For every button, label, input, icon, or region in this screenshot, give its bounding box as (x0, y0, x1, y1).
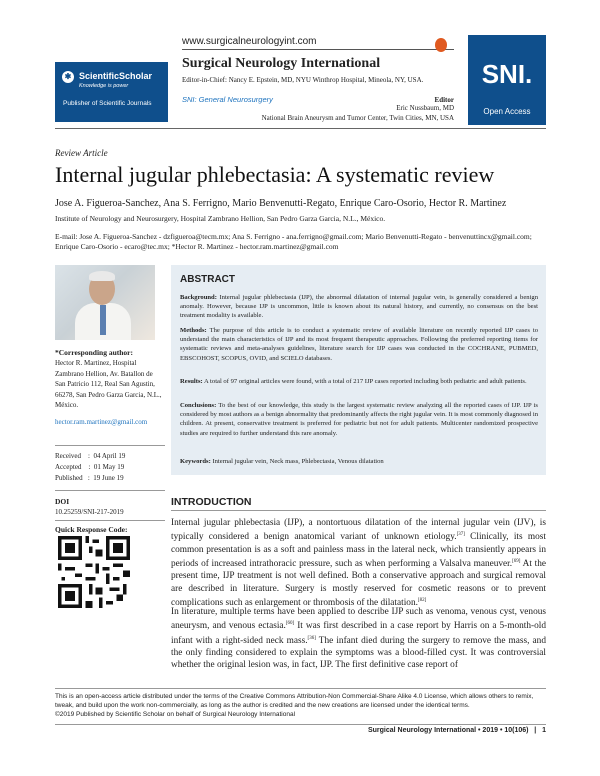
article-type: Review Article (55, 148, 108, 158)
scientificscholar-logo (55, 62, 168, 122)
sidebar-divider (55, 490, 165, 491)
abstract-results: Results: A total of 97 original articles were found, with a total of 217 IJP cases reported including both pediatric and adult patients. (180, 378, 527, 385)
logo-brand: ScientificScholar (79, 71, 153, 81)
doi-heading: DOI (55, 497, 70, 506)
qr-heading: Quick Response Code: (55, 525, 128, 534)
received-date: Received : 04 April 19 (55, 452, 126, 460)
sni-logo (468, 35, 546, 125)
journal-section: SNI: General Neurosurgery (182, 95, 273, 104)
published-date: Published : 19 June 19 (55, 474, 124, 482)
sni-logo-text: SNI. (481, 59, 533, 89)
logo-mark-icon: ✱ (62, 71, 74, 83)
abstract-keywords: Keywords: Internal jugular vein, Neck mass, Phlebectasia, Venous dilatation (180, 458, 384, 465)
editor-affiliation: National Brain Aneurysm and Tumor Center, Twin Cities, MN, USA (261, 114, 454, 122)
article-authors: Jose A. Figueroa-Sanchez, Ana S. Ferrigno, Mario Benvenutti-Regato, Enrique Caro-Osorio, Hector R. Martinez (55, 198, 507, 209)
journal-citation: Surgical Neurology International • 2019 • 10(106) | 1 (367, 727, 546, 734)
article-affiliation: Institute of Neurology and Neurosurgery, Hospital Zambrano Hellion, San Pedro Garza Garcia, N.L., México. (55, 214, 386, 223)
header-divider (182, 49, 454, 50)
article-dates (55, 451, 125, 484)
introduction-divider (171, 510, 546, 511)
open-access-label: Open Access (483, 107, 531, 116)
copyright-text: ©2019 Published by Scientific Scholar on behalf of Surgical Neurology International (55, 711, 296, 718)
footer-divider (55, 688, 546, 689)
abstract-conclusions: Conclusions: To the best of our knowledge, this study is the largest systematic review analyzing all the reported cases of IJP. IJP is considered by most authors as a benign abnormality that predominantly affects the right jugular vein. It is most commonly diagnosed in children. At present, conservative treatment is preferred for pediatric but not for adult patients. Multicenter randomized prospective studies are required to further understand this rare anomaly. (180, 402, 538, 437)
author-emails: E-mail: Jose A. Figueroa-Sanchez - dzfigueroa@tecm.mx; Ana S. Ferrigno - ana.ferrigno@gmail.com; Mario Benvenutti-Regato - benvenuttincx@gmail.com; Enrique Caro-Osorio - ecaro@tec.mx; *Hector R. Martinez - hector.ram.martinez@gmail.com (55, 232, 532, 251)
logo-tagline: Knowledge is power (79, 83, 129, 89)
footer-divider (55, 724, 546, 725)
header-bottom-divider (55, 128, 546, 129)
accepted-date: Accepted : 01 May 19 (55, 463, 125, 471)
intro-paragraph-1: Internal jugular phlebectasia (IJP), a nontortuous dilatation of the internal jugular vein (IJV), is typically considered a benign anatomical variant of unknown etiology.[37] Clinically, its most common presentation is as a soft and painless mass in the lateral neck, which transiently appears in periods of increased intrathoracic pressure, such as when performing a Valsalva maneuver.[69] At the present time, IJP treatment is not well defined. Both a conservative approach and surgical removal are described in literature. Surgery is mostly reserved for cosmetic reasons or to prevent complications such as enlargement or thrombosis of the dilatation.[82] (171, 518, 547, 609)
logo-publisher: Publisher of Scientific Journals (63, 100, 152, 107)
editor-name: Eric Nussbaum, MD (396, 104, 454, 112)
intro-paragraph-2: In literature, multiple terms have been applied to describe IJP such as venoma, venous cyst, venous aneurysm, and venous ectasia.[60] It was first described in a case report by Harris on a 5-month-old infant with a right-sided neck mass.[36] The infant died during the surgery to remove the mass, and the only finding considered to explain the symptoms was a blood-filled cyst. It was controversial whether the original lesion was, in fact, IJP. The first definitive case report of (171, 607, 546, 671)
journal-name: Surgical Neurology International (182, 56, 381, 71)
bookmark-icon (435, 38, 447, 52)
corresponding-email[interactable]: hector.ram.martinez@gmail.com (55, 418, 148, 426)
qr-code-icon (58, 536, 130, 608)
author-photo (55, 265, 155, 340)
sidebar-divider (55, 445, 165, 446)
abstract-heading: ABSTRACT (180, 274, 235, 285)
corresponding-heading: *Corresponding author: (55, 348, 133, 357)
sidebar-divider (55, 520, 165, 521)
corresponding-address: Hector R. Martinez, Hospital Zambrano Hellion, Av. Batallon de San Patricio 112, Real San Agustin, 66278, San Pedro Garza Garcia, N.L., México. (55, 359, 162, 409)
abstract-methods: Methods: The purpose of this article is to conduct a systematic review of available literature on recently reported IJP cases to understand the main characteristics of IJP and its most frequent therapeutic approaches. Following the preferred reporting items for systematic reviews and meta-analyses guidelines, literature search for IJP cases was conducted in the COCHRANE, PUBMED, EBSCOHOST, SCOPUS, OVID, and SCIELO databases. (180, 327, 538, 362)
editor-in-chief: Editor-in-Chief: Nancy E. Epstein, MD, NYU Winthrop Hospital, Mineola, NY, USA. (182, 76, 424, 84)
doi-value[interactable]: 10.25259/SNI-217-2019 (55, 508, 124, 516)
journal-website[interactable]: www.surgicalneurologyint.com (182, 36, 317, 47)
license-text: This is an open-access article distributed under the terms of the Creative Commons Attribution-Non Commercial-Share Alike 4.0 License, which allows others to remix, tweak, and build upon the work non-commercially, as long as the author is credited and the new creations are licensed under the identical terms. (55, 693, 534, 709)
editor-label: Editor (434, 96, 454, 104)
license-notice (55, 692, 546, 719)
article-title: Internal jugular phlebectasia: A systematic review (55, 162, 495, 187)
introduction-heading: INTRODUCTION (171, 496, 252, 508)
abstract-background: Background: Internal jugular phlebectasia (IJP), the abnormal dilatation of internal jugular vein, is generally considered a benign anomaly. However, because IJP is uncommon, little is known about its natural history, and currently, no consensus on the best treatment modality is available. (180, 294, 538, 320)
